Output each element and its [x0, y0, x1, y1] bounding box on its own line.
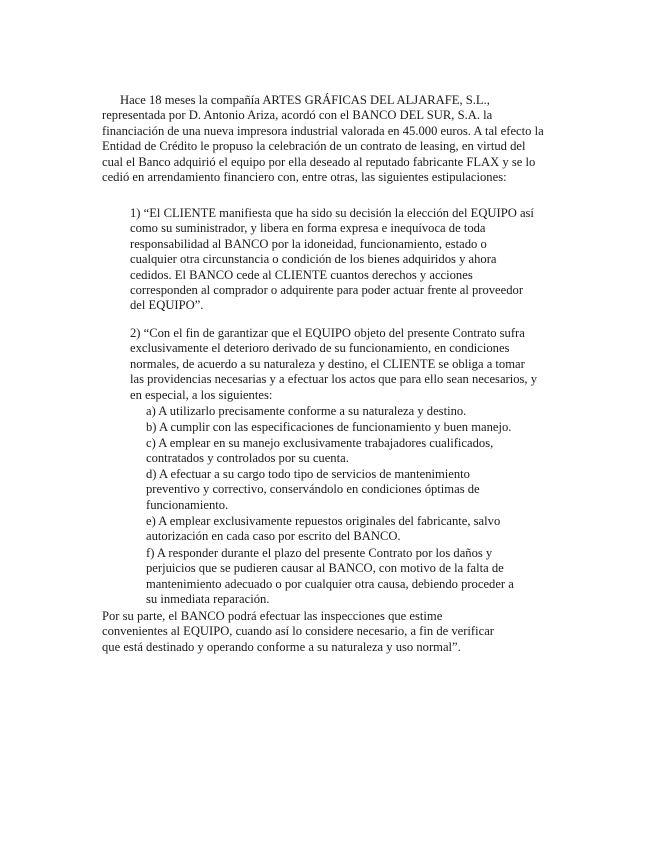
text-line: funcionamiento. [146, 497, 229, 512]
obligation-item-f [146, 546, 566, 608]
obligation-item-e [146, 514, 566, 545]
text-line: preventivo y correctivo, conservándolo en condiciones óptimas de [146, 482, 480, 497]
clause-1 [130, 206, 566, 314]
obligation-item-b [146, 420, 511, 435]
text-line: normales, de acuerdo a su naturaleza y destino, el CLIENTE se obliga a tomar [130, 356, 525, 371]
clause-2 [130, 326, 566, 403]
text-line: a) A utilizarlo precisamente conforme a su naturaleza y destino. [146, 404, 467, 418]
text-line: perjuicios que se pudieren causar al BANCO, con motivo de la falta de [146, 561, 504, 576]
text-line: autorización en cada caso por escrito del BANCO. [146, 529, 401, 544]
text-line: f) A responder durante el plazo del presente Contrato por los daños y [146, 546, 493, 560]
obligation-item-c [146, 436, 566, 467]
text-line: contratados y controlados por su cuenta. [146, 451, 349, 466]
text-line: las providencias necesarias y a efectuar los actos que para ello sean necesarios, y [130, 372, 538, 387]
text-line: cualquier otra circunstancia o condición de los bienes adquiridos y ahora [130, 252, 497, 267]
text-line: corresponden al comprador o adquirente para poder actuar frente al proveedor [130, 283, 524, 298]
text-line: 1) “El CLIENTE manifiesta que ha sido su decisión la elección del EQUIPO así [130, 206, 534, 220]
text-line: b) A cumplir con las especificaciones de funcionamiento y buen manejo. [146, 420, 512, 434]
text-line: del EQUIPO”. [130, 298, 204, 313]
closing-paragraph [102, 609, 568, 655]
text-line: cual el Banco adquirió el equipo por ella deseado al reputado fabricante FLAX y se lo [102, 154, 536, 169]
text-line: cedió en arrendamiento financiero con, entre otras, las siguientes estipulaciones: [102, 170, 507, 185]
text-line: exclusivamente el deterioro derivado de su funcionamiento, en condiciones [130, 341, 510, 356]
text-line: d) A efectuar a su cargo todo tipo de servicios de mantenimiento [146, 467, 470, 481]
obligation-item-d [146, 467, 566, 513]
text-line: Por su parte, el BANCO podrá efectuar las inspecciones que estime [102, 609, 443, 623]
text-line: 2) “Con el fin de garantizar que el EQUIPO objeto del presente Contrato sufra [130, 326, 525, 340]
text-line: su inmediata reparación. [146, 592, 270, 607]
text-line: en especial, a los siguientes: [130, 387, 273, 402]
text-line: convenientes al EQUIPO, cuando así lo considere necesario, a fin de verificar [102, 624, 494, 639]
text-line: c) A emplear en su manejo exclusivamente trabajadores cualificados, [146, 436, 494, 450]
text-line: Hace 18 meses la compañía ARTES GRÁFICAS DEL ALJARAFE, S.L., [120, 93, 490, 107]
obligation-item-a [146, 404, 466, 419]
text-line: financiación de una nueva impresora industrial valorada en 45.000 euros. A tal efecto la [102, 123, 544, 138]
text-line: Entidad de Crédito le propuso la celebración de un contrato de leasing, en virtud del [102, 139, 526, 154]
text-line: e) A emplear exclusivamente repuestos originales del fabricante, salvo [146, 514, 501, 528]
text-line: representada por D. Antonio Ariza, acordó con el BANCO DEL SUR, S.A. la [102, 108, 493, 123]
text-line: como su suministrador, y libera en forma expresa e inequívoca de toda [130, 221, 486, 236]
text-line: responsabilidad al BANCO por la idoneidad, funcionamiento, estado o [130, 236, 487, 251]
text-line: que está destinado y operando conforme a su naturaleza y uso normal”. [102, 639, 461, 654]
intro-paragraph [102, 93, 568, 185]
text-line: cedidos. El BANCO cede al CLIENTE cuantos derechos y acciones [130, 267, 473, 282]
text-line: mantenimiento adecuado o por cualquier otra causa, debiendo proceder a [146, 576, 514, 591]
